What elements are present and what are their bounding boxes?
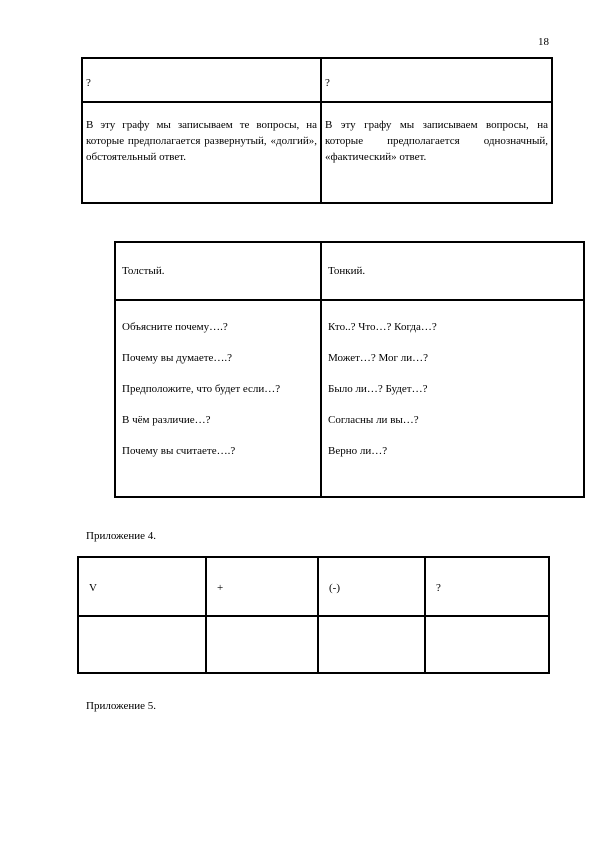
insert-header-minus: (-) <box>318 557 425 616</box>
insert-cell-question <box>425 616 549 673</box>
table2-thin-questions <box>321 300 584 497</box>
insert-cell-minus <box>318 616 425 673</box>
insert-table <box>77 556 550 674</box>
appendix-4-caption: Приложение 4. <box>86 530 157 542</box>
table2-header-thick: Толстый. <box>115 242 321 300</box>
thin-question: Было ли…? Будет…? <box>328 383 428 395</box>
table2-thick-questions <box>115 300 321 497</box>
thick-question: В чём различие…? <box>122 414 211 426</box>
thick-question: Предположите, что будет если…? <box>122 383 281 395</box>
insert-cell-check <box>78 616 206 673</box>
question-table-1 <box>81 57 553 204</box>
thin-question: Может…? Мог ли…? <box>328 352 429 364</box>
table1-header-left: ? <box>82 58 321 102</box>
table1-left-text: В эту графу мы записываем те вопросы, на которые предполагается развернутый, «долгий», обстоятельный ответ. <box>82 102 321 203</box>
thin-question: Верно ли…? <box>328 445 388 457</box>
thick-question: Почему вы думаете….? <box>122 352 233 364</box>
table2-header-thin: Тонкий. <box>321 242 584 300</box>
thick-question: Почему вы считаете….? <box>122 445 236 457</box>
thin-question: Согласны ли вы…? <box>328 414 419 426</box>
appendix-5-caption: Приложение 5. <box>86 700 157 712</box>
table1-right-text: В эту графу мы записываем вопросы, на которые предполагается однозначный, «фактический» ответ. <box>321 102 552 203</box>
question-table-2 <box>114 241 585 498</box>
thick-question: Объясните почему….? <box>122 321 228 333</box>
insert-header-check: V <box>78 557 206 616</box>
thin-question: Кто..? Что…? Когда…? <box>328 321 437 333</box>
insert-header-question: ? <box>425 557 549 616</box>
table1-header-right: ? <box>321 58 552 102</box>
page-number: 18 <box>538 36 549 48</box>
insert-header-plus: + <box>206 557 318 616</box>
insert-cell-plus <box>206 616 318 673</box>
